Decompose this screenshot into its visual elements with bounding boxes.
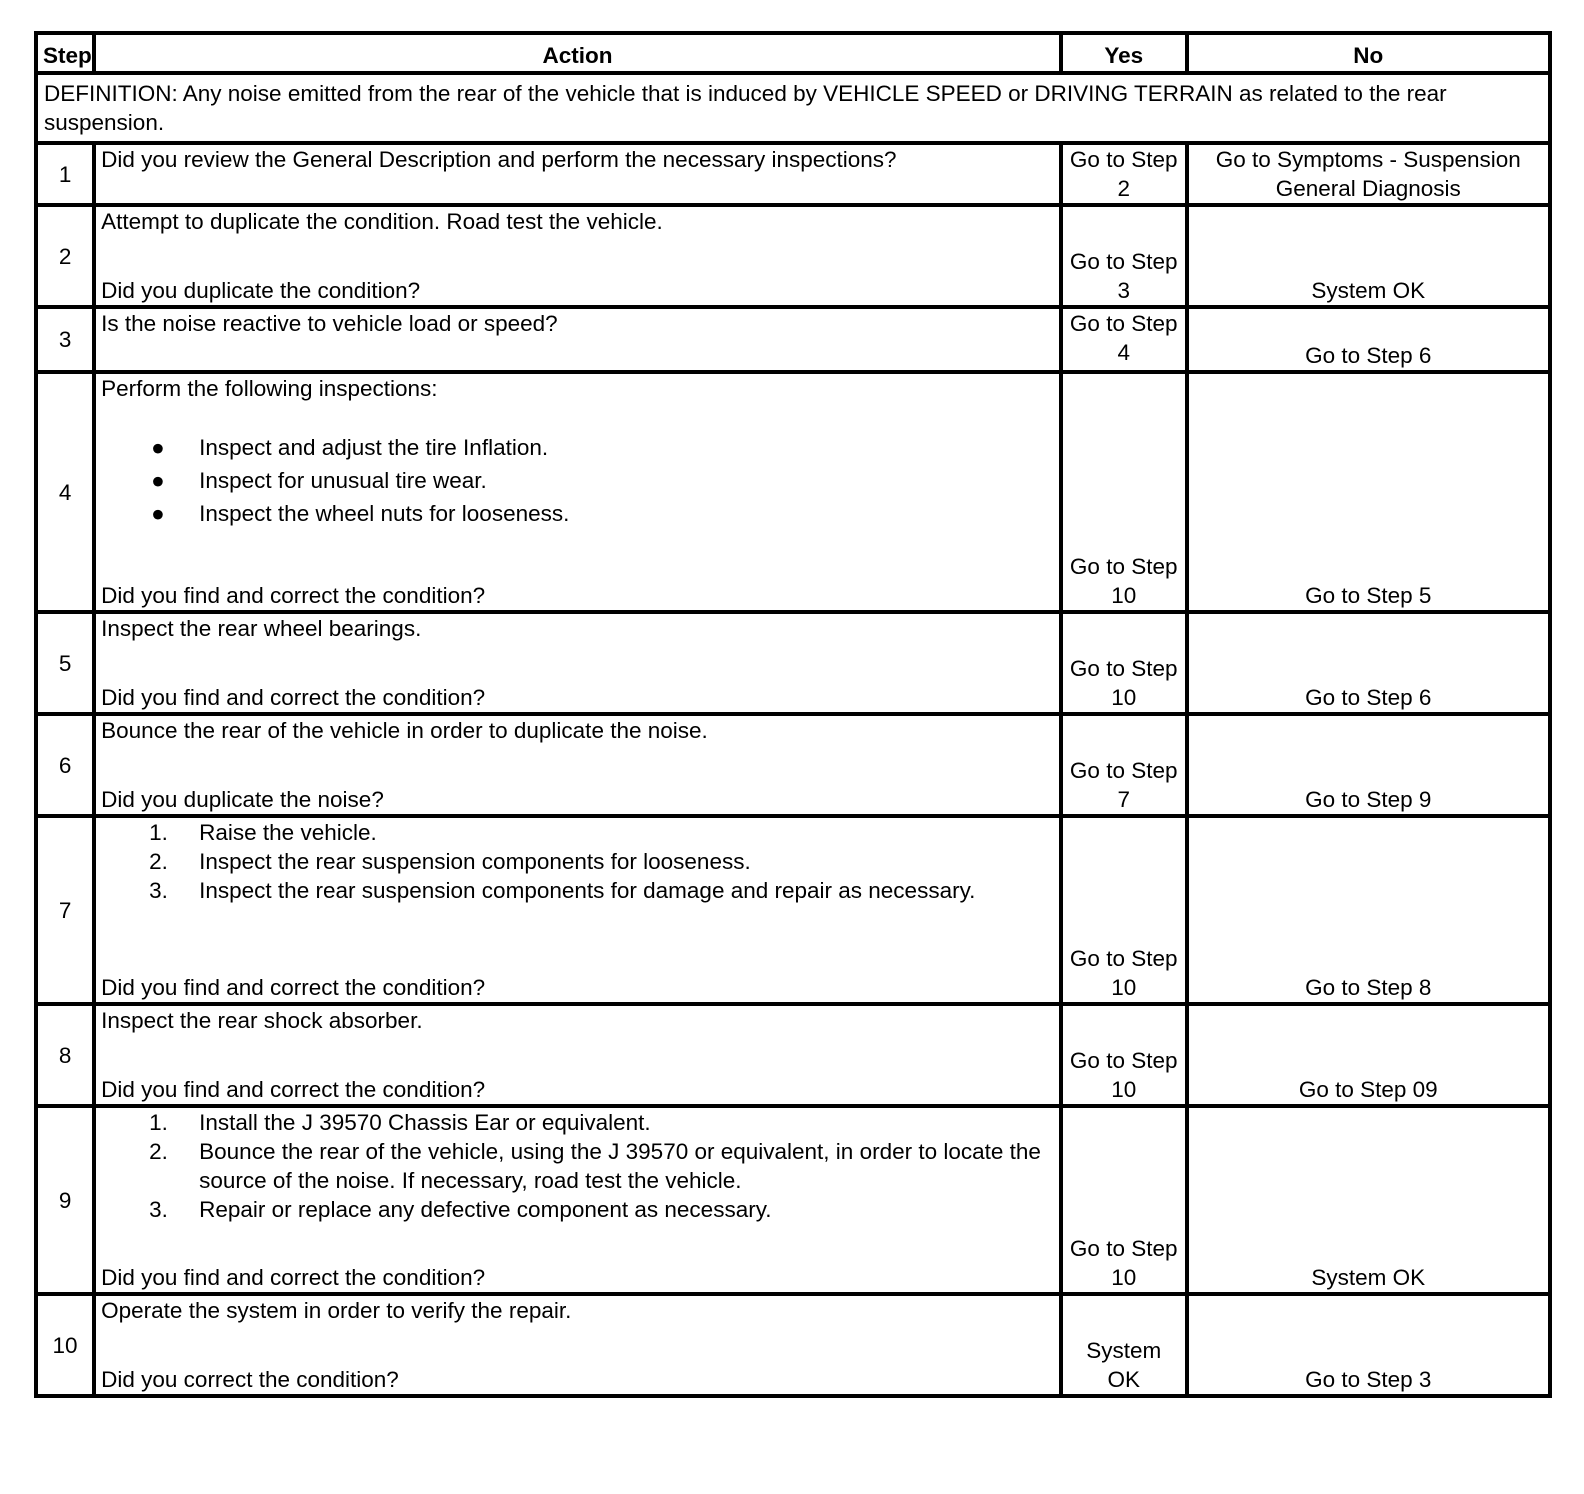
no-cell (1187, 612, 1550, 714)
no-content (1194, 309, 1543, 370)
action-cell (94, 372, 1061, 612)
action-question: Did you find and correct the condition? (101, 1265, 486, 1290)
bullet-icon: ● (151, 468, 165, 493)
step-row-6 (36, 714, 1550, 816)
action-question: Did you correct the condition? (101, 1367, 399, 1392)
no-cell (1187, 1004, 1550, 1106)
no-target[interactable]: System OK (1311, 1265, 1426, 1290)
list-item-text: Bounce the rear of the vehicle, using the J 39570 or equivalent, in order to locate the source of the noise. If necessary, road test the vehicle. (199, 1139, 1041, 1193)
action-question: Did you find and correct the condition? (101, 685, 486, 710)
bullet-icon: ● (151, 501, 165, 526)
procedure-list (101, 1108, 1054, 1224)
yes-content (1068, 1296, 1180, 1394)
diagnostic-table (34, 31, 1552, 1398)
list-item-text: Inspect and adjust the tire Inflation. (199, 435, 549, 460)
step-row-5 (36, 612, 1550, 714)
yes-content (1068, 309, 1180, 370)
yes-target[interactable]: Go to Step 10 (1069, 1048, 1178, 1102)
action-body (101, 1296, 1054, 1325)
step-number: 5 (36, 612, 94, 714)
yes-cell (1061, 372, 1187, 612)
action-body (101, 614, 1054, 643)
step-number: 9 (36, 1106, 94, 1294)
action-instruction: Is the noise reactive to vehicle load or speed? (101, 311, 558, 336)
list-item (101, 818, 1054, 847)
action-instruction: Bounce the rear of the vehicle in order to duplicate the noise. (101, 718, 708, 743)
action-cell (94, 612, 1061, 714)
action-body (101, 374, 1054, 550)
no-cell (1187, 714, 1550, 816)
action-content (101, 207, 1054, 305)
no-cell (1187, 372, 1550, 612)
header-row (36, 33, 1550, 73)
action-content (101, 374, 1054, 610)
action-question: Did you find and correct the condition? (101, 1077, 486, 1102)
action-instruction: Inspect the rear shock absorber. (101, 1008, 423, 1033)
yes-cell (1061, 714, 1187, 816)
action-body (101, 1108, 1054, 1224)
step-row-4 (36, 372, 1550, 612)
list-number: 2. (149, 1139, 168, 1164)
yes-content (1068, 145, 1180, 203)
header-yes: Yes (1061, 33, 1187, 73)
yes-content (1068, 716, 1180, 814)
no-content (1194, 818, 1543, 1002)
yes-content (1068, 374, 1180, 610)
step-number: 10 (36, 1294, 94, 1396)
yes-content (1068, 614, 1180, 712)
action-content (101, 716, 1054, 814)
yes-cell (1061, 1106, 1187, 1294)
step-row-7 (36, 816, 1550, 1004)
no-content (1194, 1006, 1543, 1104)
action-body (101, 207, 1054, 236)
no-content (1194, 716, 1543, 814)
list-item-text: Inspect the rear suspension components for damage and repair as necessary. (199, 878, 976, 903)
header-no: No (1187, 33, 1550, 73)
no-target[interactable]: Go to Step 6 (1305, 685, 1432, 710)
step-row-1 (36, 143, 1550, 205)
yes-target[interactable]: Go to Step 3 (1069, 249, 1178, 303)
action-instruction: Attempt to duplicate the condition. Road test the vehicle. (101, 209, 663, 234)
no-cell (1187, 1294, 1550, 1396)
list-item (101, 466, 1054, 495)
yes-target[interactable]: Go to Step 10 (1069, 554, 1178, 608)
no-target[interactable]: System OK (1311, 278, 1426, 303)
step-number: 7 (36, 816, 94, 1004)
step-number: 6 (36, 714, 94, 816)
yes-target[interactable]: Go to Step 2 (1069, 147, 1178, 201)
action-instruction: Inspect the rear wheel bearings. (101, 616, 422, 641)
no-content (1194, 374, 1543, 610)
list-item (101, 1137, 1054, 1195)
list-item-text: Repair or replace any defective component as necessary. (199, 1197, 772, 1222)
yes-cell (1061, 205, 1187, 307)
step-number: 1 (36, 143, 94, 205)
no-content (1194, 1108, 1543, 1292)
list-number: 1. (149, 1110, 168, 1135)
no-cell (1187, 816, 1550, 1004)
list-item (101, 499, 1054, 528)
action-question: Did you find and correct the condition? (101, 583, 486, 608)
definition-row (36, 73, 1550, 143)
action-content (101, 1006, 1054, 1104)
action-cell (94, 205, 1061, 307)
list-item-text: Inspect the wheel nuts for looseness. (199, 501, 570, 526)
step-row-9 (36, 1106, 1550, 1294)
action-body (101, 145, 1054, 174)
list-number: 3. (149, 878, 168, 903)
inspection-list (101, 433, 1054, 528)
no-target[interactable]: Go to Step 3 (1305, 1367, 1432, 1392)
action-cell (94, 1106, 1061, 1294)
yes-cell (1061, 612, 1187, 714)
list-item (101, 1108, 1054, 1137)
action-cell (94, 1004, 1061, 1106)
action-question: Did you duplicate the noise? (101, 787, 384, 812)
no-target[interactable]: Go to Step 09 (1298, 1077, 1438, 1102)
no-target[interactable]: Go to Step 8 (1305, 975, 1432, 1000)
no-content (1194, 145, 1543, 203)
no-cell (1187, 143, 1550, 205)
yes-content (1068, 1108, 1180, 1292)
no-content (1194, 614, 1543, 712)
action-content (101, 309, 1054, 370)
list-item-text: Inspect the rear suspension components for looseness. (199, 849, 751, 874)
action-cell (94, 307, 1061, 372)
list-item (101, 433, 1054, 462)
no-target[interactable]: Go to Symptoms - Suspension General Diagnosis (1215, 147, 1521, 201)
action-cell (94, 714, 1061, 816)
no-target[interactable]: Go to Step 9 (1305, 787, 1432, 812)
yes-cell (1061, 1294, 1187, 1396)
no-target[interactable]: Go to Step 6 (1305, 343, 1432, 368)
step-row-10 (36, 1294, 1550, 1396)
action-question: Did you find and correct the condition? (101, 975, 486, 1000)
action-body (101, 716, 1054, 745)
list-item (101, 847, 1054, 876)
no-cell (1187, 307, 1550, 372)
yes-content (1068, 1006, 1180, 1104)
yes-content (1068, 818, 1180, 1002)
yes-target[interactable]: Go to Step 10 (1069, 946, 1178, 1000)
list-item-text: Raise the vehicle. (199, 820, 377, 845)
procedure-list (101, 818, 1054, 905)
yes-target[interactable]: Go to Step 10 (1069, 656, 1178, 710)
yes-target[interactable]: Go to Step 10 (1069, 1236, 1178, 1290)
action-cell (94, 816, 1061, 1004)
action-body (101, 1006, 1054, 1035)
yes-target[interactable]: System OK (1086, 1338, 1162, 1392)
no-cell (1187, 205, 1550, 307)
action-cell (94, 1294, 1061, 1396)
action-instruction: Operate the system in order to verify the repair. (101, 1298, 572, 1323)
step-number: 3 (36, 307, 94, 372)
action-content (101, 818, 1054, 1002)
bullet-icon: ● (151, 435, 165, 460)
no-content (1194, 207, 1543, 305)
step-number: 2 (36, 205, 94, 307)
no-cell (1187, 1106, 1550, 1294)
header-action: Action (94, 33, 1061, 73)
yes-target[interactable]: Go to Step 4 (1069, 311, 1178, 365)
action-content (101, 1296, 1054, 1394)
yes-cell (1061, 143, 1187, 205)
list-number: 3. (149, 1197, 168, 1222)
definition-text: DEFINITION: Any noise emitted from the rear of the vehicle that is induced by VEHICLE SPEED or DRIVING TERRAIN as related to the rear suspension. (36, 73, 1550, 143)
action-instruction: Perform the following inspections: (101, 376, 438, 401)
step-number: 4 (36, 372, 94, 612)
yes-cell (1061, 1004, 1187, 1106)
action-body (101, 818, 1054, 905)
yes-cell (1061, 816, 1187, 1004)
action-body (101, 309, 1054, 338)
list-number: 1. (149, 820, 168, 845)
action-content (101, 1108, 1054, 1292)
list-item-text: Inspect for unusual tire wear. (199, 468, 487, 493)
list-item-text: Install the J 39570 Chassis Ear or equivalent. (199, 1110, 651, 1135)
step-row-3 (36, 307, 1550, 372)
step-row-8 (36, 1004, 1550, 1106)
no-target[interactable]: Go to Step 5 (1305, 583, 1432, 608)
list-number: 2. (149, 849, 168, 874)
yes-target[interactable]: Go to Step 7 (1069, 758, 1178, 812)
step-number: 8 (36, 1004, 94, 1106)
action-question: Did you duplicate the condition? (101, 278, 421, 303)
action-cell (94, 143, 1061, 205)
action-instruction: Did you review the General Description and perform the necessary inspections? (101, 147, 897, 172)
list-item (101, 1195, 1054, 1224)
no-content (1194, 1296, 1543, 1394)
list-item (101, 876, 1054, 905)
yes-content (1068, 207, 1180, 305)
step-row-2 (36, 205, 1550, 307)
action-content (101, 614, 1054, 712)
action-content (101, 145, 1054, 203)
yes-cell (1061, 307, 1187, 372)
header-step: Step (36, 33, 94, 73)
